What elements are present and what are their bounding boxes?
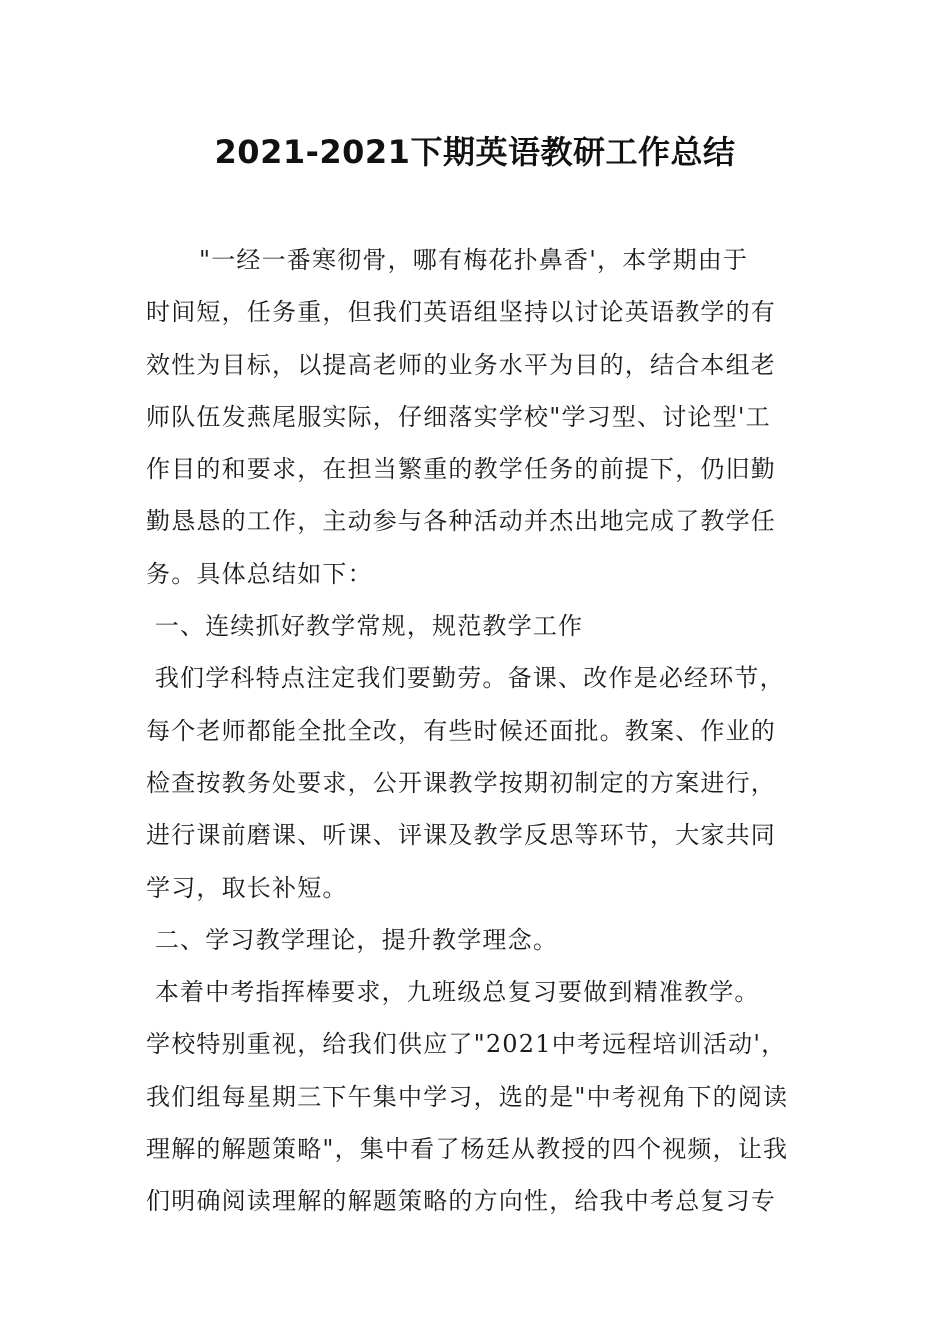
body-line: 效性为目标，以提高老师的业务水平为目的，结合本组老: [146, 350, 776, 379]
body-line: 作目的和要求，在担当繁重的教学任务的前提下，仍旧勤: [146, 455, 776, 484]
body-line: 理解的解题策略"，集中看了杨廷从教授的四个视频，让我: [146, 1135, 789, 1164]
body-line: 勤恳恳的工作，主动参与各种活动并杰出地完成了教学任: [146, 507, 776, 536]
body-line: 师队伍发燕尾服实际，仔细落实学校"学习型、讨论型'工: [146, 402, 771, 431]
document-title: 2021-2021下期英语教研工作总结: [214, 133, 736, 171]
body-line: 本着中考指挥棒要求，九班级总复习要做到精准教学。: [146, 978, 760, 1007]
body-line: 们明确阅读理解的解题策略的方向性，给我中考总复习专: [146, 1187, 776, 1216]
body-line: 检查按教务处要求，公开课教学按期初制定的方案进行，: [146, 768, 776, 797]
body-line: 我们学科特点注定我们要勤劳。备课、改作是必经环节，: [146, 664, 785, 693]
section-heading-2: 二、学习教学理论，提升教学理念。: [146, 925, 559, 954]
body-line: 务。具体总结如下：: [146, 559, 373, 588]
body-line: 进行课前磨课、听课、评课及教学反思等环节，大家共同: [146, 821, 776, 850]
body-line: 学习，取长补短。: [146, 873, 348, 902]
body-line: "一经一番寒彻骨，哪有梅花扑鼻香'，本学期由于: [146, 246, 749, 274]
document-body: [146, 234, 806, 1228]
body-line: 学校特别重视，给我们供应了"2021中考远程培训活动'，: [146, 1030, 787, 1059]
body-line: 时间短，任务重，但我们英语组坚持以讨论英语教学的有: [146, 298, 776, 327]
body-line: 每个老师都能全批全改，有些时候还面批。教案、作业的: [146, 716, 776, 745]
section-heading-1: 一、连续抓好教学常规，规范教学工作: [146, 612, 584, 641]
body-line: 我们组每星期三下午集中学习，选的是"中考视角下的阅读: [146, 1082, 789, 1111]
